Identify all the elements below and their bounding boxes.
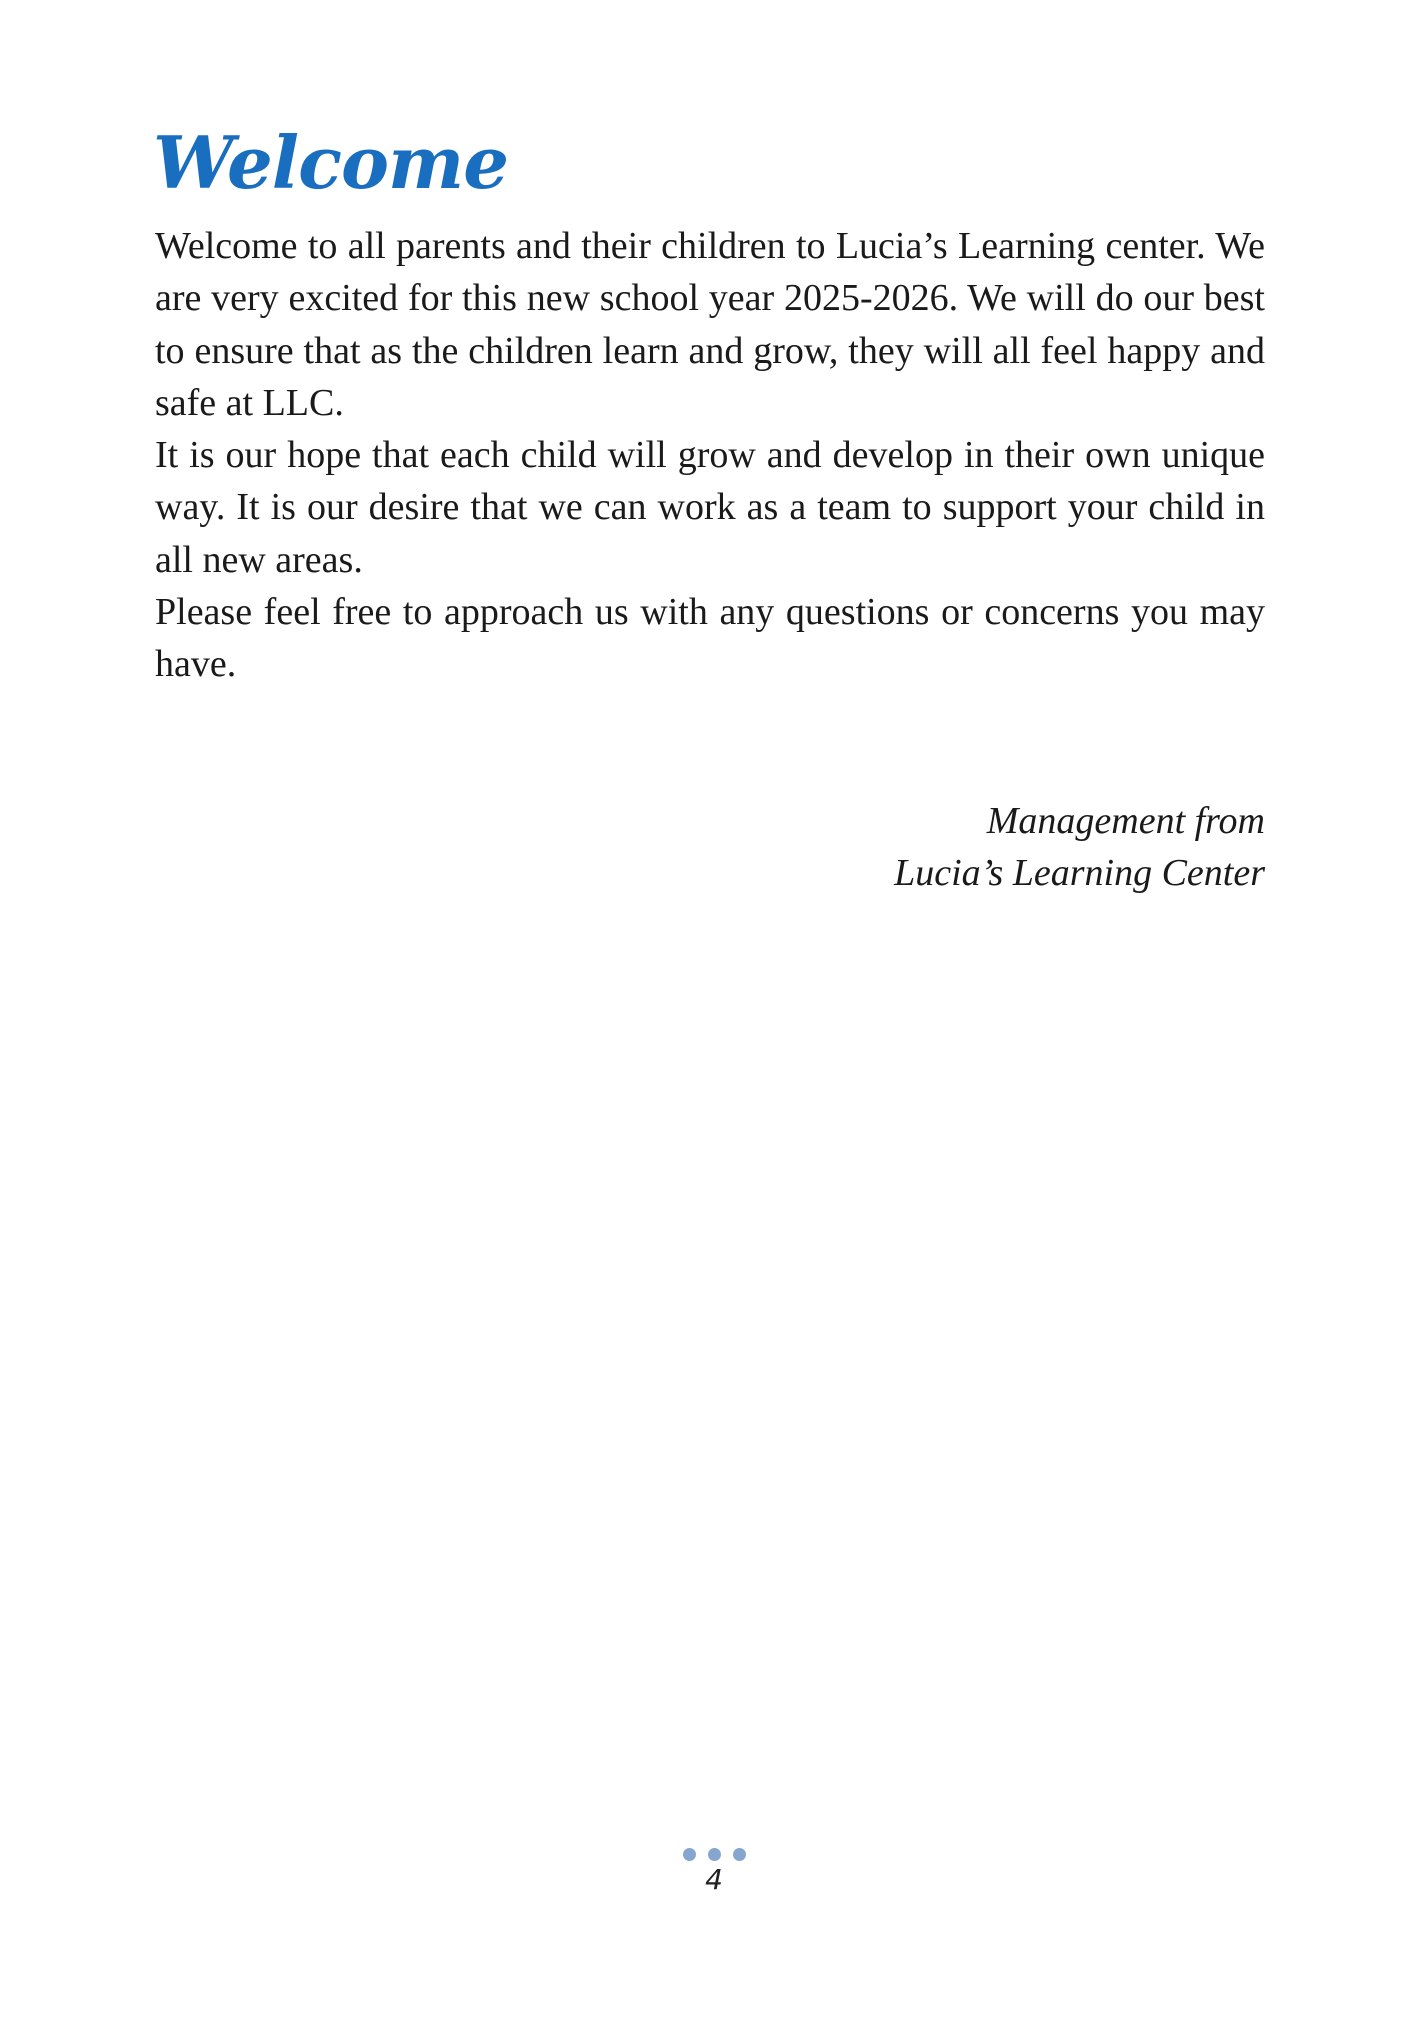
page-footer (0, 1848, 1428, 1896)
body-text (155, 220, 1265, 691)
dot-icon (683, 1848, 696, 1861)
paragraph-1: Welcome to all parents and their children to Lucia’s Learning center. We are very excited for this new school year 2025-2026. We will do our best to ensure that as the children learn and grow, they will all feel happy and safe at LLC. (155, 225, 1265, 424)
paragraph-2: It is our hope that each child will grow and develop in their own unique way. It is our desire that we can work as a team to support your child in all new areas. (155, 434, 1265, 581)
footer-dots (0, 1848, 1428, 1862)
signature-block (894, 795, 1265, 899)
signature-line-1: Management from (986, 800, 1265, 842)
page-title: Welcome (153, 120, 509, 205)
paragraph-3: Please feel free to approach us with any questions or concerns you may have. (155, 591, 1265, 686)
dot-icon (708, 1848, 721, 1861)
page-number: 4 (705, 1863, 723, 1896)
dot-icon (733, 1848, 746, 1861)
signature-line-2: Lucia’s Learning Center (894, 852, 1265, 894)
